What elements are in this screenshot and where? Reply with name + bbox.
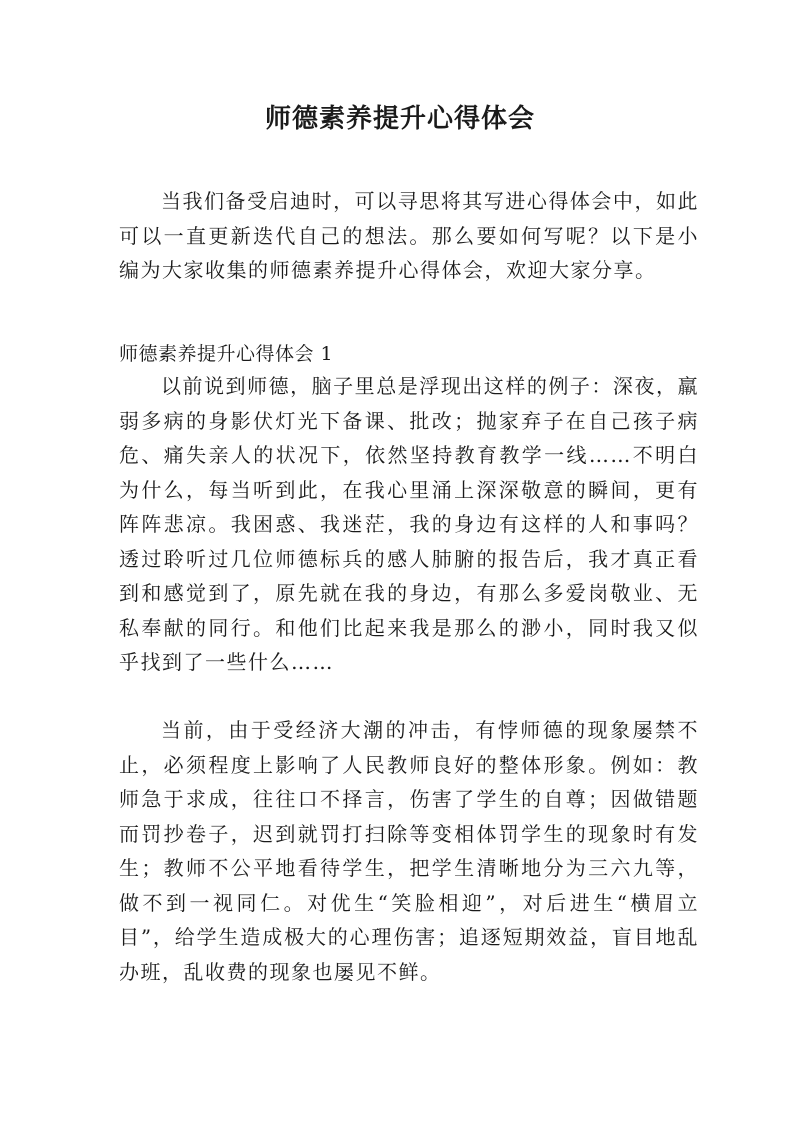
intro-paragraph: 当我们备受启迪时，可以寻思将其写进心得体会中，如此可以一直更新迭代自己的想法。那么要如何写呢？以下是小编为大家收集的师德素养提升心得体会，欢迎大家分享。 (119, 189, 699, 282)
document-title: 师德素养提升心得体会 (264, 104, 535, 134)
section-heading: 师德素养提升心得体会 1 (119, 343, 334, 365)
body-paragraph-1: 以前说到师德，脑子里总是浮现出这样的例子：深夜，羸弱多病的身影伏灯光下备课、批改；抛家弃子在自己孩子病危、痛失亲人的状况下，依然坚持教育教学一线……不明白为什么，每当听到此，在我心里涌上深深敬意的瞬间，更有阵阵悲凉。我困惑、我迷茫，我的身边有这样的人和事吗？透过聆听过几位师德标兵的感人肺腑的报告后，我才真正看到和感觉到了，原先就在我的身边，有那么多爱岗敬业、无私奉献的同行。和他们比起来我是那么的渺小，同时我又似乎找到了一些什么…… (119, 374, 699, 674)
body-paragraph-2: 当前，由于受经济大潮的冲击，有悖师德的现象屡禁不止，必须程度上影响了人民教师良好的整体形象。例如：教师急于求成，往往口不择言，伤害了学生的自尊；因做错题而罚抄卷子，迟到就罚打扫除等变相体罚学生的现象时有发生；教师不公平地看待学生，把学生清晰地分为三六九等，做不到一视同仁。对优生“笑脸相迎”，对后进生“横眉立目”，给学生造成极大的心理伤害；追逐短期效益，盲目地乱办班，乱收费的现象也屡见不鲜。 (119, 718, 699, 984)
